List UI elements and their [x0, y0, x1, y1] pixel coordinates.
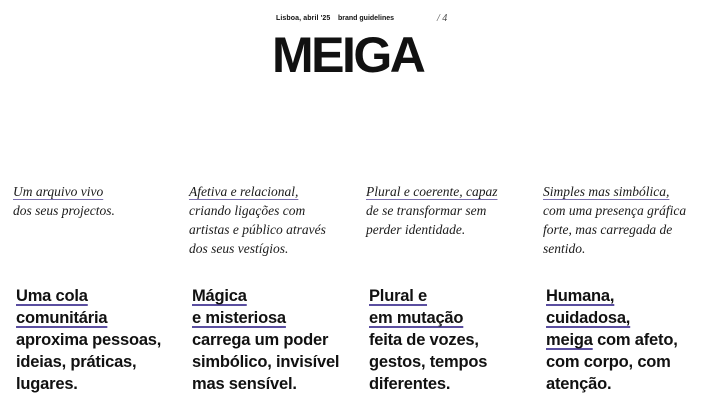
intro-line: sentido.	[543, 241, 586, 256]
statement-line: Uma cola	[16, 287, 88, 305]
intro-line: Plural e coerente, capaz	[366, 184, 498, 199]
statement-line	[546, 329, 722, 351]
intro-line: de se transformar sem	[366, 203, 487, 218]
intro-line: Afetiva e relacional,	[189, 184, 299, 199]
intro-line: dos seus projectos.	[13, 203, 115, 218]
intro-line: artistas e público através	[189, 222, 326, 237]
statement-line: cuidadosa,	[546, 309, 631, 327]
statement-line: lugares.	[16, 375, 78, 393]
statement-line: feita de vozes,	[369, 331, 479, 349]
intro-line: Um arquivo vivo	[13, 184, 104, 199]
intro-line: criando ligações com	[189, 203, 306, 218]
statement-line: aproxima pessoas,	[16, 331, 162, 349]
statement-line: comunitária	[16, 309, 108, 327]
statement-line: em mutação	[369, 309, 464, 327]
intro-line: com uma presença gráfica	[543, 203, 687, 218]
column-statement	[16, 285, 192, 395]
column-statement	[369, 285, 545, 395]
column-statement	[192, 285, 368, 395]
statement-line: carrega um poder	[192, 331, 329, 349]
statement-line: Plural e	[369, 287, 428, 305]
column-intro	[13, 182, 189, 220]
place-date: Lisboa, abril '25	[276, 15, 331, 22]
intro-line: forte, mas carregada de	[543, 222, 673, 237]
header-meta	[0, 15, 724, 27]
intro-line: Simples mas simbólica,	[543, 184, 670, 199]
brand-wordmark: MEIGA	[272, 27, 424, 83]
statement-line: simbólico, invisível	[192, 353, 340, 371]
intro-line: perder identidade.	[366, 222, 466, 237]
intro-line: dos seus vestígios.	[189, 241, 289, 256]
statement-line: e misteriosa	[192, 309, 286, 327]
page-number: / 4	[437, 13, 448, 24]
statement-line: Humana,	[546, 287, 615, 305]
statement-line: diferentes.	[369, 375, 451, 393]
statement-line: gestos, tempos	[369, 353, 488, 371]
column-intro	[189, 182, 365, 258]
statement-line: ideias, práticas,	[16, 353, 137, 371]
document-title: brand guidelines	[338, 15, 395, 22]
statement-line: Mágica	[192, 287, 247, 305]
column-intro	[366, 182, 542, 239]
statement-fragment: com afeto,	[592, 331, 678, 349]
statement-line: com corpo, com	[546, 353, 671, 371]
column-statement	[546, 285, 722, 395]
column-intro	[543, 182, 719, 258]
statement-line: atenção.	[546, 375, 612, 393]
meiga-word: meiga	[546, 331, 593, 349]
statement-line: mas sensível.	[192, 375, 297, 393]
